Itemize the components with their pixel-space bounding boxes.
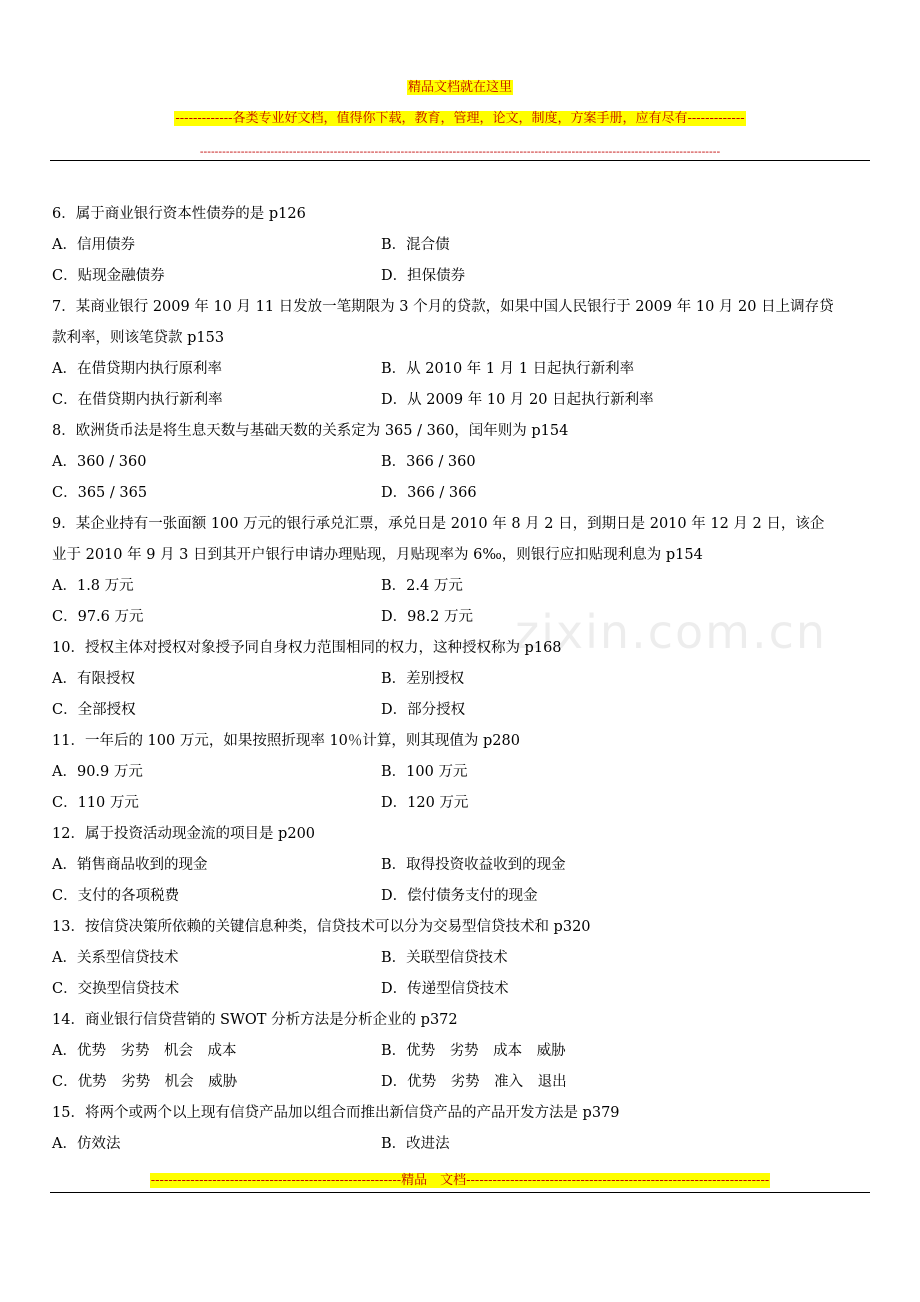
question-stem: 8．欧洲货币法是将生息天数与基础天数的关系定为 365 / 360，闰年则为 p154 (52, 423, 569, 439)
question-list (52, 199, 872, 1160)
answer-option: B．关联型信贷技术 (381, 950, 508, 966)
answer-option: D．98.2 万元 (381, 609, 474, 625)
question-block (52, 1005, 872, 1098)
option-row (52, 974, 872, 1005)
question-stem: 15．将两个或两个以上现有信贷产品加以组合而推出新信贷产品的产品开发方法是 p379 (52, 1105, 620, 1121)
option-row (52, 757, 872, 788)
question-stem: 款利率，则该笔贷款 p153 (52, 330, 225, 346)
header-title-text: 精品文档就在这里 (407, 80, 512, 95)
option-row (52, 943, 872, 974)
answer-option: D．优势 劣势 准入 退出 (381, 1074, 567, 1090)
question-block (52, 199, 872, 292)
answer-option: C．365 / 365 (52, 485, 148, 501)
answer-option: D．偿付债务支付的现金 (381, 888, 538, 904)
question-stem: 6．属于商业银行资本性债券的是 p126 (52, 206, 306, 222)
question-block (52, 292, 872, 416)
answer-option: B．优势 劣势 成本 威胁 (381, 1043, 566, 1059)
option-row (52, 261, 872, 292)
answer-option: C．贴现金融债券 (52, 268, 165, 284)
header-slogan (0, 110, 920, 127)
answer-option: C．交换型信贷技术 (52, 981, 180, 997)
answer-option: A．在借贷期内执行原利率 (52, 361, 222, 377)
header-dashes: -------------------------------------------------------------------------------------------------------------------------------------------- (199, 145, 721, 158)
answer-option: B．2.4 万元 (381, 578, 463, 594)
option-row (52, 230, 872, 261)
footer-text: ---------------------------------------------------------精品 文档--------------------------------------------------------------------- (150, 1173, 770, 1188)
answer-option: C．全部授权 (52, 702, 136, 718)
answer-option: D．从 2009 年 10 月 20 日起执行新利率 (381, 392, 654, 408)
answer-option: B．100 万元 (381, 764, 468, 780)
answer-option: D．传递型信贷技术 (381, 981, 509, 997)
question-block (52, 912, 872, 1005)
option-row (52, 1036, 872, 1067)
option-row (52, 788, 872, 819)
answer-option: C．110 万元 (52, 795, 139, 811)
question-block (52, 509, 872, 633)
question-block (52, 819, 872, 912)
option-row (52, 354, 872, 385)
footer (0, 1172, 920, 1189)
option-row (52, 850, 872, 881)
question-stem: 14．商业银行信贷营销的 SWOT 分析方法是分析企业的 p372 (52, 1012, 458, 1028)
option-row (52, 1129, 872, 1160)
answer-option: C．支付的各项税费 (52, 888, 180, 904)
header-slogan-text: -------------各类专业好文档，值得你下载，教育，管理，论文，制度，方案手册，应有尽有------------- (175, 111, 745, 126)
question-block (52, 633, 872, 726)
question-block (52, 416, 872, 509)
question-stem: 11．一年后的 100 万元，如果按照折现率 10％计算，则其现值为 p280 (52, 733, 520, 749)
answer-option: D．部分授权 (381, 702, 466, 718)
answer-option: B．差别授权 (381, 671, 465, 687)
answer-option: D．担保债券 (381, 268, 466, 284)
option-row (52, 385, 872, 416)
answer-option: A．信用债券 (52, 237, 135, 253)
answer-option: A．关系型信贷技术 (52, 950, 179, 966)
option-row (52, 881, 872, 912)
answer-option: A．优势 劣势 机会 成本 (52, 1043, 237, 1059)
answer-option: A．90.9 万元 (52, 764, 143, 780)
answer-option: B．从 2010 年 1 月 1 日起执行新利率 (381, 361, 635, 377)
answer-option: C．在借贷期内执行新利率 (52, 392, 223, 408)
footer-rule (50, 1192, 870, 1193)
question-stem: 10．授权主体对授权对象授予同自身权力范围相同的权力，这种授权称为 p168 (52, 640, 562, 656)
answer-option: A．仿效法 (52, 1136, 121, 1152)
answer-option: A．360 / 360 (52, 454, 147, 470)
answer-option: A．销售商品收到的现金 (52, 857, 208, 873)
answer-option: D．120 万元 (381, 795, 469, 811)
option-row (52, 664, 872, 695)
answer-option: B．366 / 360 (381, 454, 476, 470)
option-row (52, 571, 872, 602)
question-stem: 9．某企业持有一张面额 100 万元的银行承兑汇票，承兑日是 2010 年 8 月 2 日，到期日是 2010 年 12 月 2 日，该企 (52, 516, 825, 532)
header-title (0, 79, 920, 96)
question-stem: 业于 2010 年 9 月 3 日到其开户银行申请办理贴现，月贴现率为 6‰，则银行应扣贴现利息为 p154 (52, 547, 703, 563)
option-row (52, 478, 872, 509)
option-row (52, 695, 872, 726)
answer-option: B．改进法 (381, 1136, 450, 1152)
answer-option: D．366 / 366 (381, 485, 477, 501)
question-stem: 7．某商业银行 2009 年 10 月 11 日发放一笔期限为 3 个月的贷款，如果中国人民银行于 2009 年 10 月 20 日上调存贷 (52, 299, 834, 315)
header-rule (50, 160, 870, 161)
question-stem: 12．属于投资活动现金流的项目是 p200 (52, 826, 316, 842)
question-stem: 13．按信贷决策所依赖的关键信息种类，信贷技术可以分为交易型信贷技术和 p320 (52, 919, 591, 935)
option-row (52, 1067, 872, 1098)
answer-option: A．1.8 万元 (52, 578, 134, 594)
question-block (52, 726, 872, 819)
answer-option: B．混合债 (381, 237, 450, 253)
watermark: zixin.com.cn (515, 605, 828, 659)
answer-option: C．97.6 万元 (52, 609, 144, 625)
answer-option: B．取得投资收益收到的现金 (381, 857, 566, 873)
question-block (52, 1098, 872, 1160)
option-row (52, 447, 872, 478)
answer-option: A．有限授权 (52, 671, 135, 687)
answer-option: C．优势 劣势 机会 威胁 (52, 1074, 238, 1090)
option-row (52, 602, 872, 633)
